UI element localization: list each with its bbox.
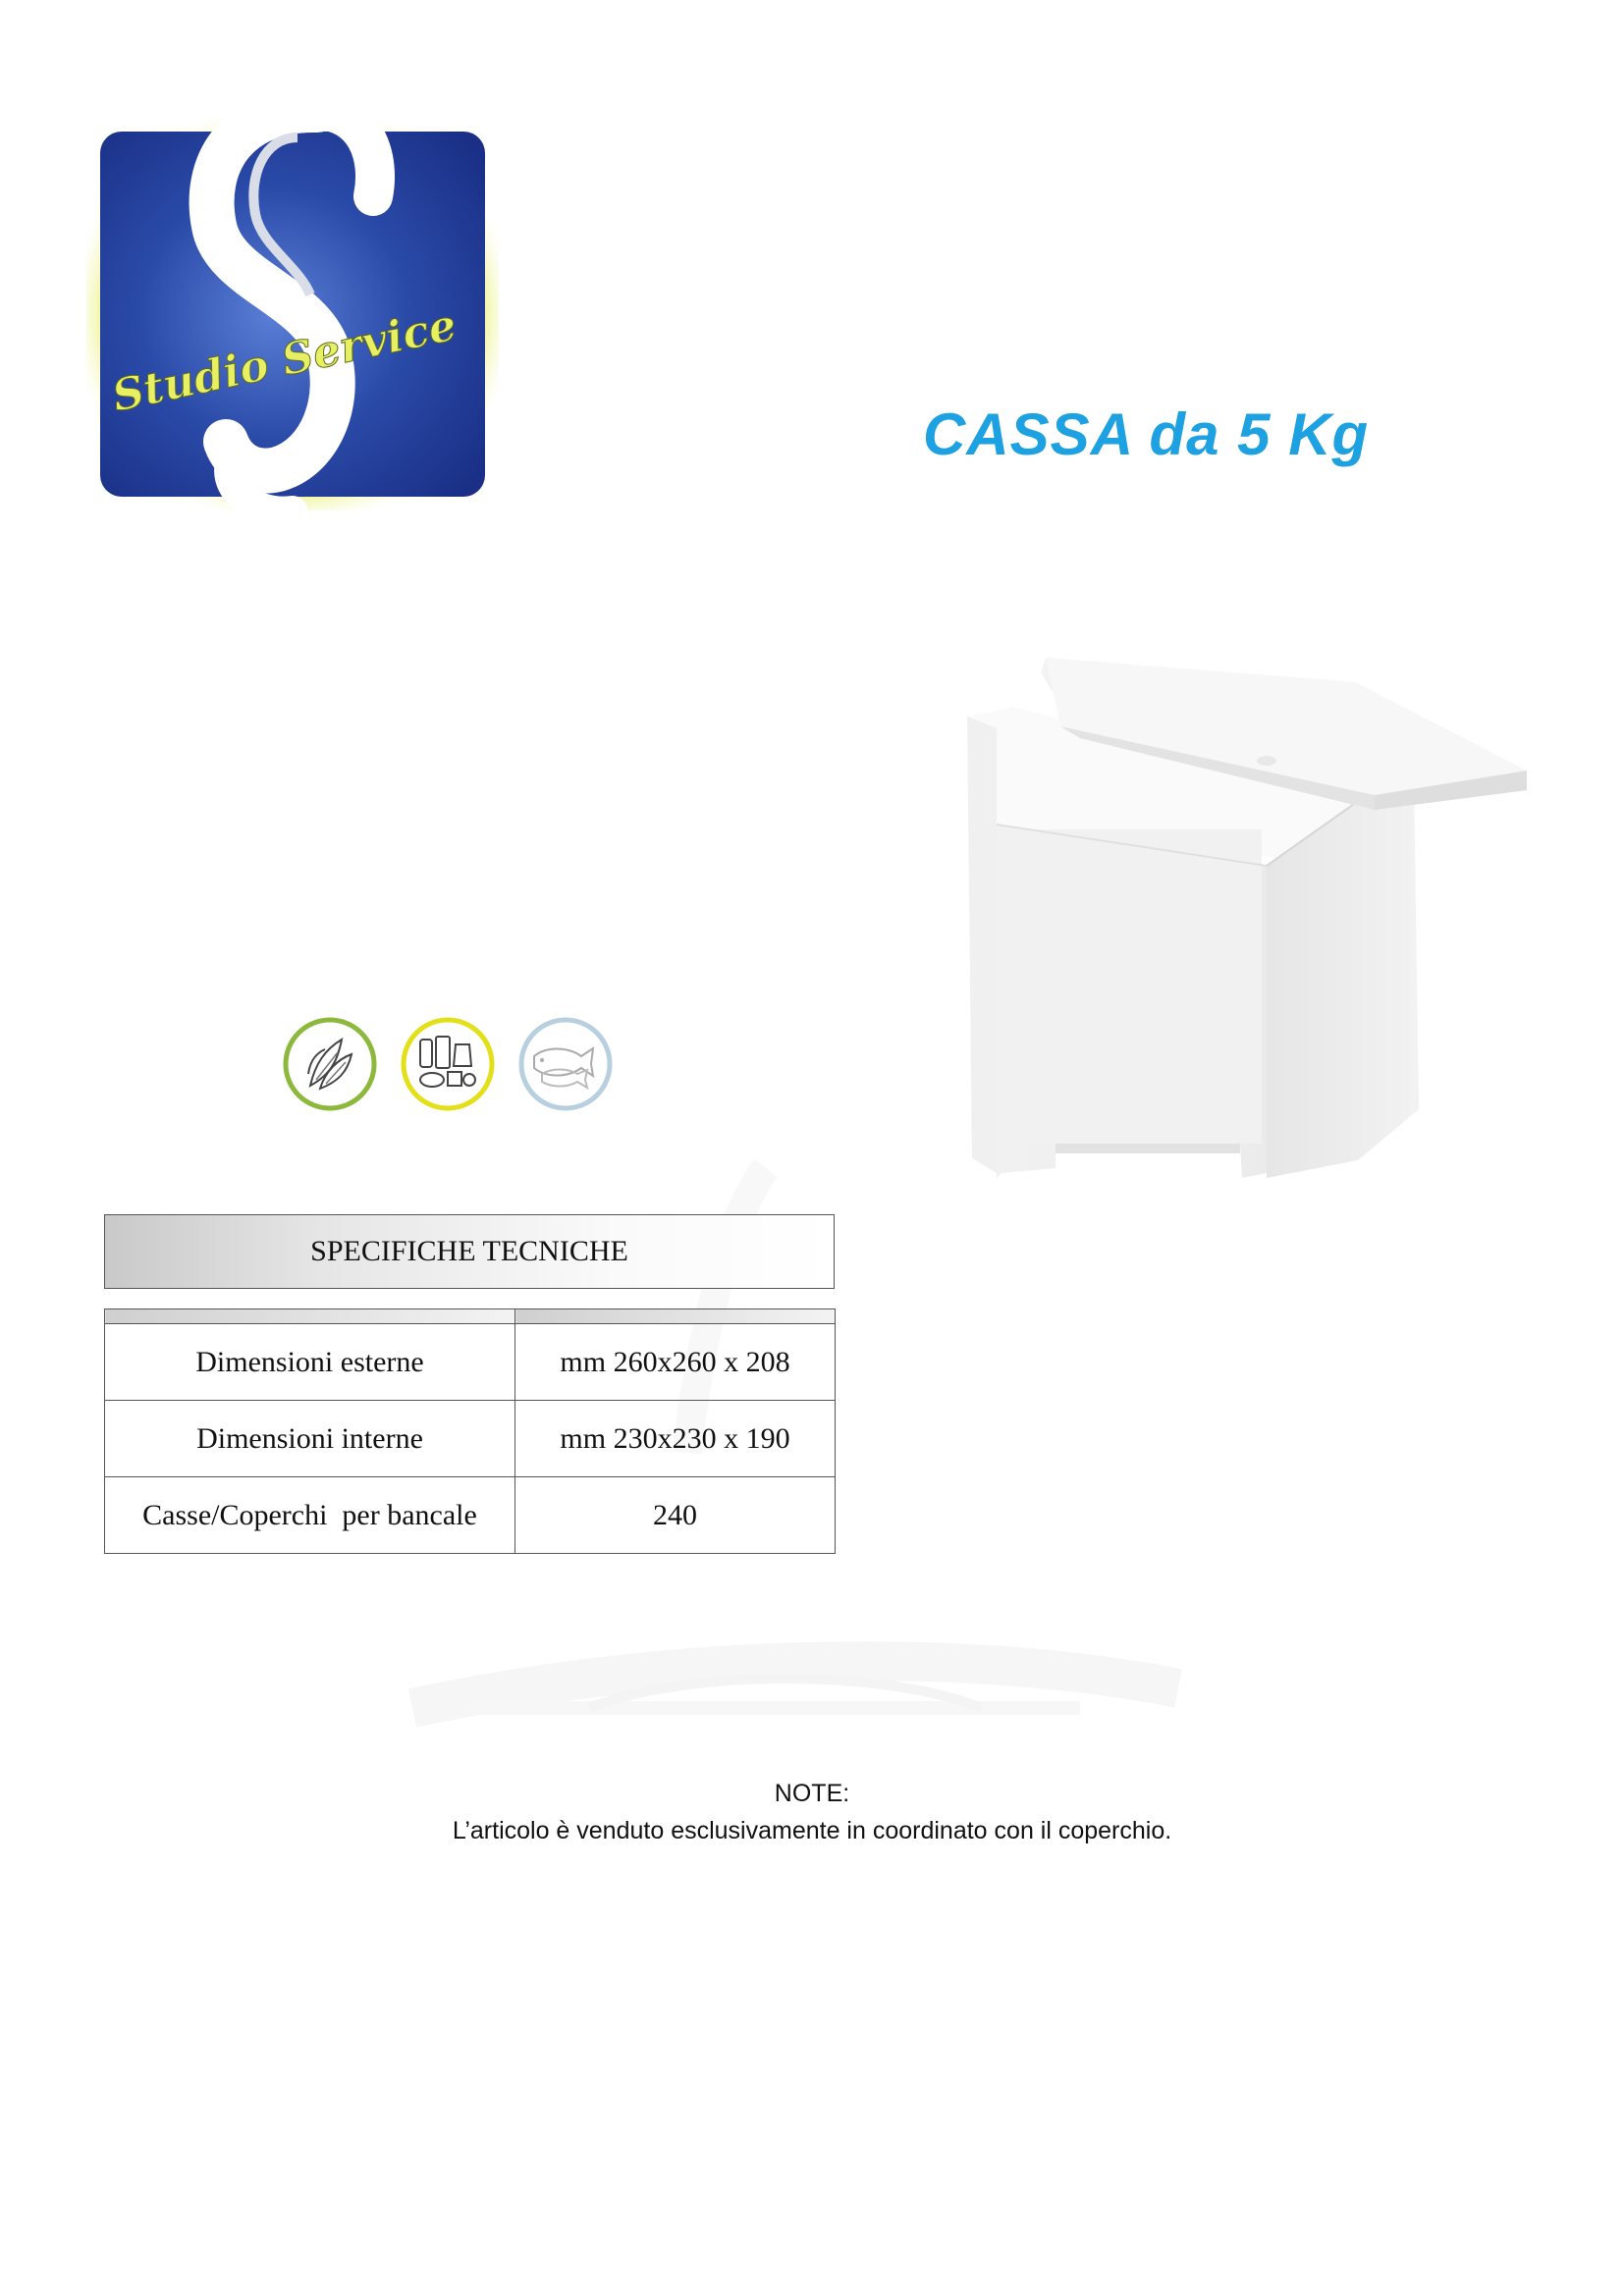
studio-service-logo [86,98,499,520]
table-row [105,1401,836,1477]
specs-header: SPECIFICHE TECNICHE [104,1214,835,1289]
note-label: NOTE: [774,1780,850,1807]
vegetables-icon [281,1015,379,1113]
spec-label: Dimensioni interne [105,1401,515,1477]
spec-value: mm 230x230 x 190 [515,1401,836,1477]
specs-table [104,1308,836,1554]
specs-table-header-row [105,1309,836,1324]
logo-script-text: Studio Service [108,299,461,422]
usage-icons [281,1015,615,1117]
spec-value: mm 260x260 x 208 [515,1324,836,1401]
product-title: CASSA da 5 Kg [923,401,1370,467]
specs-column-header [105,1309,515,1324]
table-row [105,1324,836,1401]
fish-icon [516,1015,615,1113]
note-text: L’articolo è venduto esclusivamente in coordinato con il coperchio. [452,1817,1172,1844]
spec-value: 240 [515,1477,836,1554]
polystyrene-box-image [943,648,1542,1198]
dairy-products-icon [399,1015,497,1113]
table-row [105,1477,836,1554]
spec-label: Casse/Coperchi per bancale [105,1477,515,1554]
spec-label: Dimensioni esterne [105,1324,515,1401]
specs-column-header [515,1309,836,1324]
